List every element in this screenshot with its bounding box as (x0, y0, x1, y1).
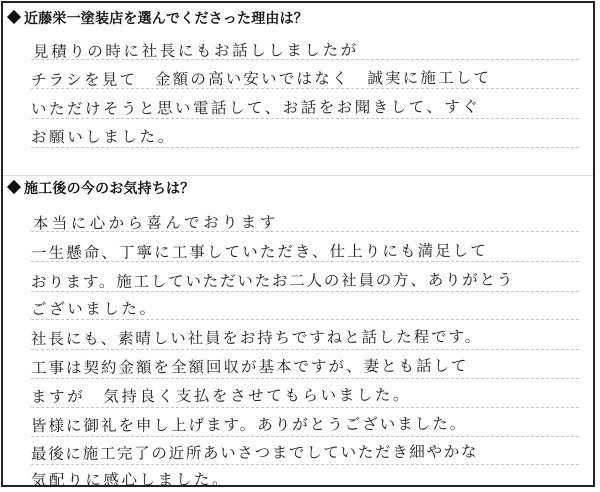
diamond-bullet-icon (7, 180, 21, 194)
testimonial-sheet (1, 1, 595, 490)
reason-question-text: 近藤栄一塗装店を選んでくださった理由は？ (24, 11, 308, 27)
feelings-question (7, 178, 194, 198)
answer-line: 最後に施工完了の近所あいさつまでしていただき細やかな (30, 442, 479, 464)
answer-line: チラシを見て 金額の高い安いではなく 誠実に施工して (30, 68, 492, 90)
answer-line: ございました。 (30, 299, 158, 319)
ruled-line (31, 464, 579, 465)
answer-line: 気配りに感心しました。 (30, 470, 231, 490)
ruled-line (31, 147, 579, 148)
ruled-line (31, 349, 579, 350)
answer-line: お願いしました。 (30, 127, 176, 147)
answer-line: 皆様に御礼を申し上げます。ありがとうございました。 (30, 414, 468, 436)
ruled-line (31, 319, 579, 320)
feelings-question-text: 施工後の今のお気持ちは？ (24, 181, 195, 197)
answer-line: 社長にも、素晴しい社員をお持ちですねと話した程です。 (30, 327, 483, 349)
answer-line: おります。施工していただいたお二人の社員の方、ありがとう (30, 270, 515, 292)
ruled-line (31, 436, 579, 437)
answer-line: 本当に心から喜んでおります (32, 213, 279, 233)
diamond-bullet-icon (7, 10, 21, 24)
answer-line: 見積りの時に社長にもお話ししましたが (32, 41, 359, 61)
answer-line: 一生懸命、丁寧に工事していただき、仕上りにも満足して (30, 241, 489, 263)
ruled-line (31, 407, 579, 408)
answer-line: いただけそうと思い電話して、お話をお聞きして、すぐ (30, 97, 481, 119)
ruled-line (31, 378, 579, 379)
answer-line: 工事は契約金額を全額回収が基本ですが、妻とも話して (30, 356, 469, 378)
reason-question (7, 8, 308, 28)
answer-line: ますが 気持良く支払をさせてもらいました。 (30, 386, 412, 406)
section-divider (3, 175, 593, 176)
